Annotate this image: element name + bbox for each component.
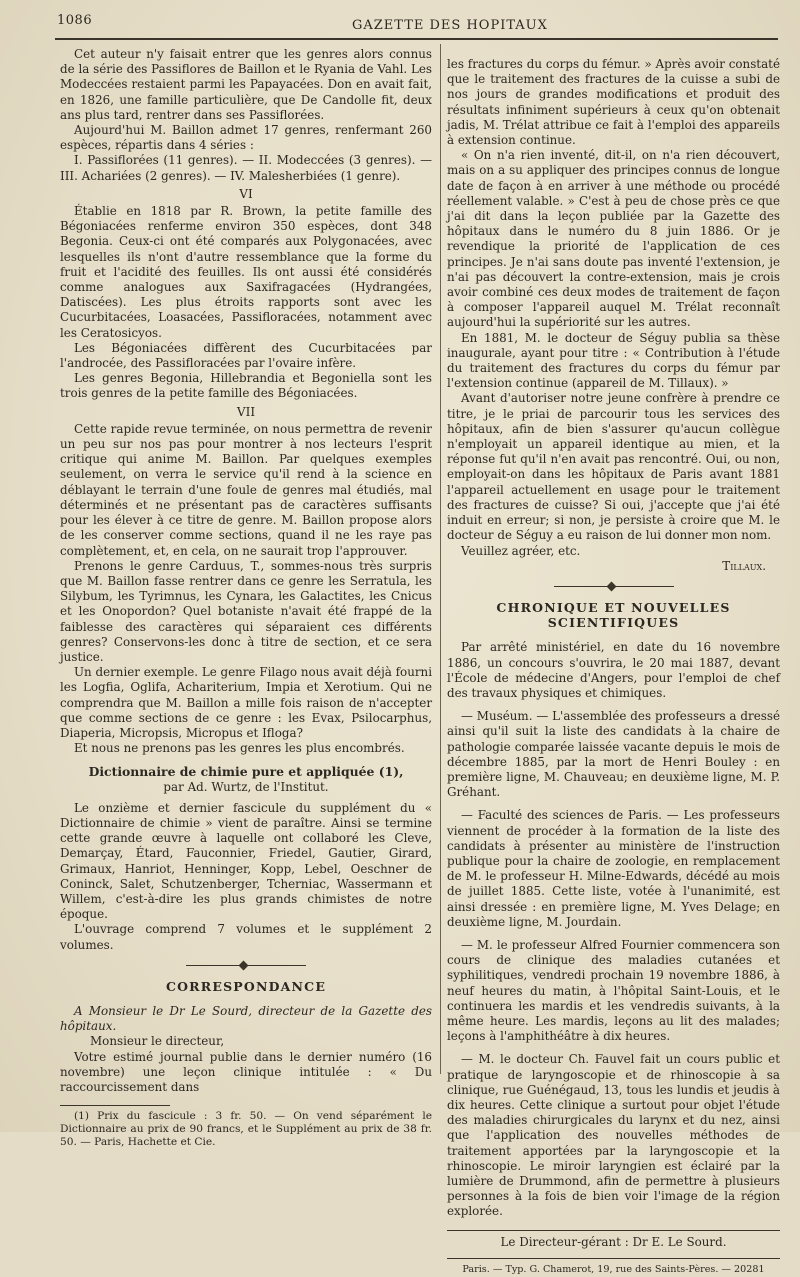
right-column bbox=[447, 57, 780, 1277]
paragraph: L'ouvrage comprend 7 volumes et le supplément 2 volumes. bbox=[60, 922, 432, 952]
paragraph: Un dernier exemple. Le genre Filago nous avait déjà fourni les Logfia, Oglifa, Achariterium, Impia et Xerotium. Qui ne comprendra que M. Baillon a mille fois raison de n'accepter que comme sections de ce genre : les Evax, Psilocarphus, Diaperia, Micropsis, Micropus et Ifloga? bbox=[60, 665, 433, 740]
ornament-separator bbox=[554, 580, 674, 594]
section-title: CHRONIQUE ET NOUVELLES SCIENTIFIQUES bbox=[496, 599, 731, 631]
running-title: GAZETTE DES HOPITAUX bbox=[352, 18, 548, 33]
paragraph: Avant d'autoriser notre jeune confrère à prendre ce titre, je le priai de parcourir tous les services des hôpitaux, afin de bien s'assurer qu'aucun collègue n'employait un appareil identique au mien, et la réponse fut qu'il n'en avait pas rencontré. Oui, ou non, employait-on dans les hôpitaux de Paris avant 1881 l'appareil actuellement en usage pour le traitement des fractures de cuisse? Si oui, j'accepte que j'ai été induit en erreur; si non, je persiste à croire que M. le docteur de Séguy a eu raison de lui donner mon nom. bbox=[447, 391, 780, 543]
footnote: (1) Prix du fascicule : 3 fr. 50. — On vend séparément le Dictionnaire au prix de 90 francs, et le Supplément au prix de 38 fr. 50. — Paris, Hachette et Cie. bbox=[60, 1110, 432, 1149]
footnote-rule bbox=[60, 1105, 170, 1106]
left-column bbox=[60, 47, 432, 1149]
paragraph: Cette rapide revue terminée, on nous permettra de revenir un peu sur nos pas pour montrer à nos lecteurs l'esprit critique qui anime M. Baillon. Par quelques exemples seulement, on verra le service qu'il rend à la science en déblayant le terrain d'une foule de genres mal étudiés, mal déterminés et ne présentant pas de caractères suffisants pour les élever à ce titre de genre. M. Baillon propose alors de les conserver comme sections, quand il ne les raye pas complètement, et, en cela, on ne saurait trop l'approuver. bbox=[60, 421, 432, 558]
paragraph: Veuillez agréer, etc. bbox=[461, 543, 581, 558]
paragraph: En 1881, M. le docteur de Séguy publia sa thèse inaugurale, ayant pour titre : « Contribution à l'étude du traitement des fractures du corps du fémur par l'extension continue (appareil de M. Tillaux). » bbox=[447, 330, 780, 391]
paragraph: Les Bégoniacées diffèrent des Cucurbitacées par l'androcée, des Passifloracées par l'ovaire infère. bbox=[60, 340, 432, 371]
article-title: Dictionnaire de chimie pure et appliquée (1), bbox=[88, 764, 404, 780]
ornament-separator bbox=[186, 959, 306, 973]
paragraph: — M. le professeur Alfred Fournier commencera son cours de clinique des maladies cutanées et syphilitiques, vendredi prochain 19 novembre 1886, à neuf heures du matin, à l'hôpital Saint-Louis, et le continuera les mardis et les vendredis suivants, à la même heure. Les mardis, leçons au lit des malades; leçons à l'amphithéâtre à dix heures. bbox=[447, 937, 780, 1044]
paragraph: Et nous ne prenons pas les genres les plus encombrés. bbox=[74, 741, 405, 756]
paragraph: — Faculté des sciences de Paris. — Les professeurs viennent de procéder à la formation de la liste des candidats à présenter au ministère de l'instruction publique pour la chaire de zoologie, en remplacement de M. le professeur H. Milne-Edwards, décédé au mois de juillet 1885. Cette liste, votée à l'unanimité, est ainsi dressée : en première ligne, M. Yves Delage; en deuxième ligne, M. Jourdain. bbox=[447, 808, 780, 929]
paragraph: Cet auteur n'y faisait entrer que les genres alors connus de la série des Passiflores de Baillon et le Ryania de Vahl. Les Modeccées restaient parmi les Papayacées. Don en avait fait, en 1826, une famille particulière, que De Candolle fit, deux ans plus tard, rentrer dans ses Passiflorées. bbox=[60, 47, 432, 122]
paragraph: Le onzième et dernier fascicule du supplément du « Dictionnaire de chimie » vient de paraître. Ainsi se termine cette grande œuvre à laquelle ont collaboré les Cleve, Demarçay, Étard, Fauconnier, Friedel, Gautier, Girard, Grimaux, Hanriot, Henninger, Kopp, Lebel, Oeschner de Coninck, Salet, Schutzenberger, Tcherniac, Wassermann et Willem, c'est-à-dire les plus grands chimistes de notre époque. bbox=[60, 800, 432, 922]
paragraph: Prenons le genre Carduus, T., sommes-nous très surpris que M. Baillon fasse rentrer dans ce genre les Serratula, les Silybum, les Tyrimnus, les Cynara, les Galactites, les Cnicus et les Onopordon? Quel botaniste n'avait été frappé de la faiblesse des caractères qui séparaient ces différents genres? Conservons-les donc à titre de section, et ce sera justice. bbox=[60, 558, 432, 664]
section-number: VII bbox=[236, 404, 256, 419]
paragraph: — M. le docteur Ch. Fauvel fait un cours public et pratique de laryngoscopie et de rhinoscopie à sa clinique, rue Guénégaud, 13, tous les lundis et jeudis à dix heures. Cette clinique a surtout pour objet l'étude des maladies chirurgicales du larynx et du nez, ainsi que l'application des nouvelles méthodes de traitement apportées par la laryngoscopie et la rhinoscopie. Le miroir laryngien est éclairé par la lumière de Drummond, afin de permettre à plusieurs personnes à la fois de bien voir l'image de la région explorée. bbox=[447, 1052, 780, 1219]
letter-salutation: Monsieur le directeur, bbox=[90, 1034, 225, 1049]
letter-addressee: A Monsieur le Dr Le Sourd, directeur de la Gazette des hôpitaux. bbox=[60, 1003, 432, 1034]
paragraph: les fractures du corps du fémur. » Après avoir constaté que le traitement des fractures de la cuisse a subi de nos jours de grandes modifications et produit des résultats infiniment supérieurs à ceux qu'on obtenait jadis, M. Trélat attribue ce fait à l'emploi des appareils à extension continue. bbox=[447, 57, 780, 148]
paragraph: I. Passiflorées (11 genres). — II. Modeccées (3 genres). — III. Achariées (2 genres). — IV. Malesherbiées (1 genre). bbox=[60, 153, 432, 183]
paragraph: Établie en 1818 par R. Brown, la petite famille des Bégoniacées renferme environ 350 espèces, dont 348 Begonia. Ceux-ci ont été comparés aux Polygonacées, avec lesquelles ils n'ont d'autre ressemblance que la forme du fruit et l'acidité des feuilles. Ils ont aussi été considérés comme analogues aux Saxifragacées (Hydrangées, Datiscées). Les plus étroits rapports sont avec les Cucurbitacées, Loasacées, Passifloracées, notamment avec les Ceratosicyos. bbox=[60, 204, 432, 340]
column-divider bbox=[440, 44, 441, 1074]
paragraph: Aujourd'hui M. Baillon admet 17 genres, renfermant 260 espèces, répartis dans 4 séries : bbox=[60, 123, 432, 153]
header-rule bbox=[55, 38, 778, 40]
closing-rule bbox=[447, 1230, 780, 1231]
paragraph: Les genres Begonia, Hillebrandia et Begoniella sont les trois genres de la petite famille des Bégoniacées. bbox=[60, 371, 432, 401]
printer-line: Paris. — Typ. G. Chamerot, 19, rue des Saints-Pères. — 20281 bbox=[447, 1258, 780, 1277]
page-number: 1086 bbox=[57, 13, 93, 28]
paragraph: « On n'a rien inventé, dit-il, on n'a rien découvert, mais on a su appliquer des principes connus de longue date de façon à en arriver à une méthode ou procédé réellement valable. » C'est à peu de chose près ce que j'ai dit dans la leçon publiée par la Gazette des hôpitaux dans le numéro du 8 juin 1886. Or je revendique la priorité de l'application de ces principes. Je n'ai sans doute pas inventé l'extension, je n'ai pas découvert la contre-extension, mais je crois avoir combiné ces deux modes de traitement de façon à composer l'appareil auquel M. Trélat reconnaît aujourd'hui la supériorité sur les autres. bbox=[447, 148, 780, 330]
article-author: par Ad. Wurtz, de l'Institut. bbox=[163, 779, 329, 794]
signature: Tillaux. bbox=[722, 558, 766, 573]
director-line: Le Directeur-gérant : Dr E. Le Sourd. bbox=[500, 1234, 727, 1249]
paragraph: Votre estimé journal publie dans le dernier numéro (16 novembre) une leçon clinique intitulée : « Du raccourcissement dans bbox=[60, 1049, 432, 1094]
paragraph: — Muséum. — L'assemblée des professeurs a dressé ainsi qu'il suit la liste des candidats à la chaire de pathologie comparée laissée vacante depuis le mois de décembre 1885, par la mort de Henri Bouley : en première ligne, M. Chauveau; en deuxième ligne, M. P. Gréhant. bbox=[447, 709, 780, 800]
section-number: VI bbox=[239, 186, 253, 201]
paragraph: Par arrêté ministériel, en date du 16 novembre 1886, un concours s'ouvrira, le 20 mai 1887, devant l'École de médecine d'Angers, pour l'emploi de chef des travaux physiques et chimiques. bbox=[447, 640, 780, 700]
section-title: CORRESPONDANCE bbox=[165, 978, 327, 994]
